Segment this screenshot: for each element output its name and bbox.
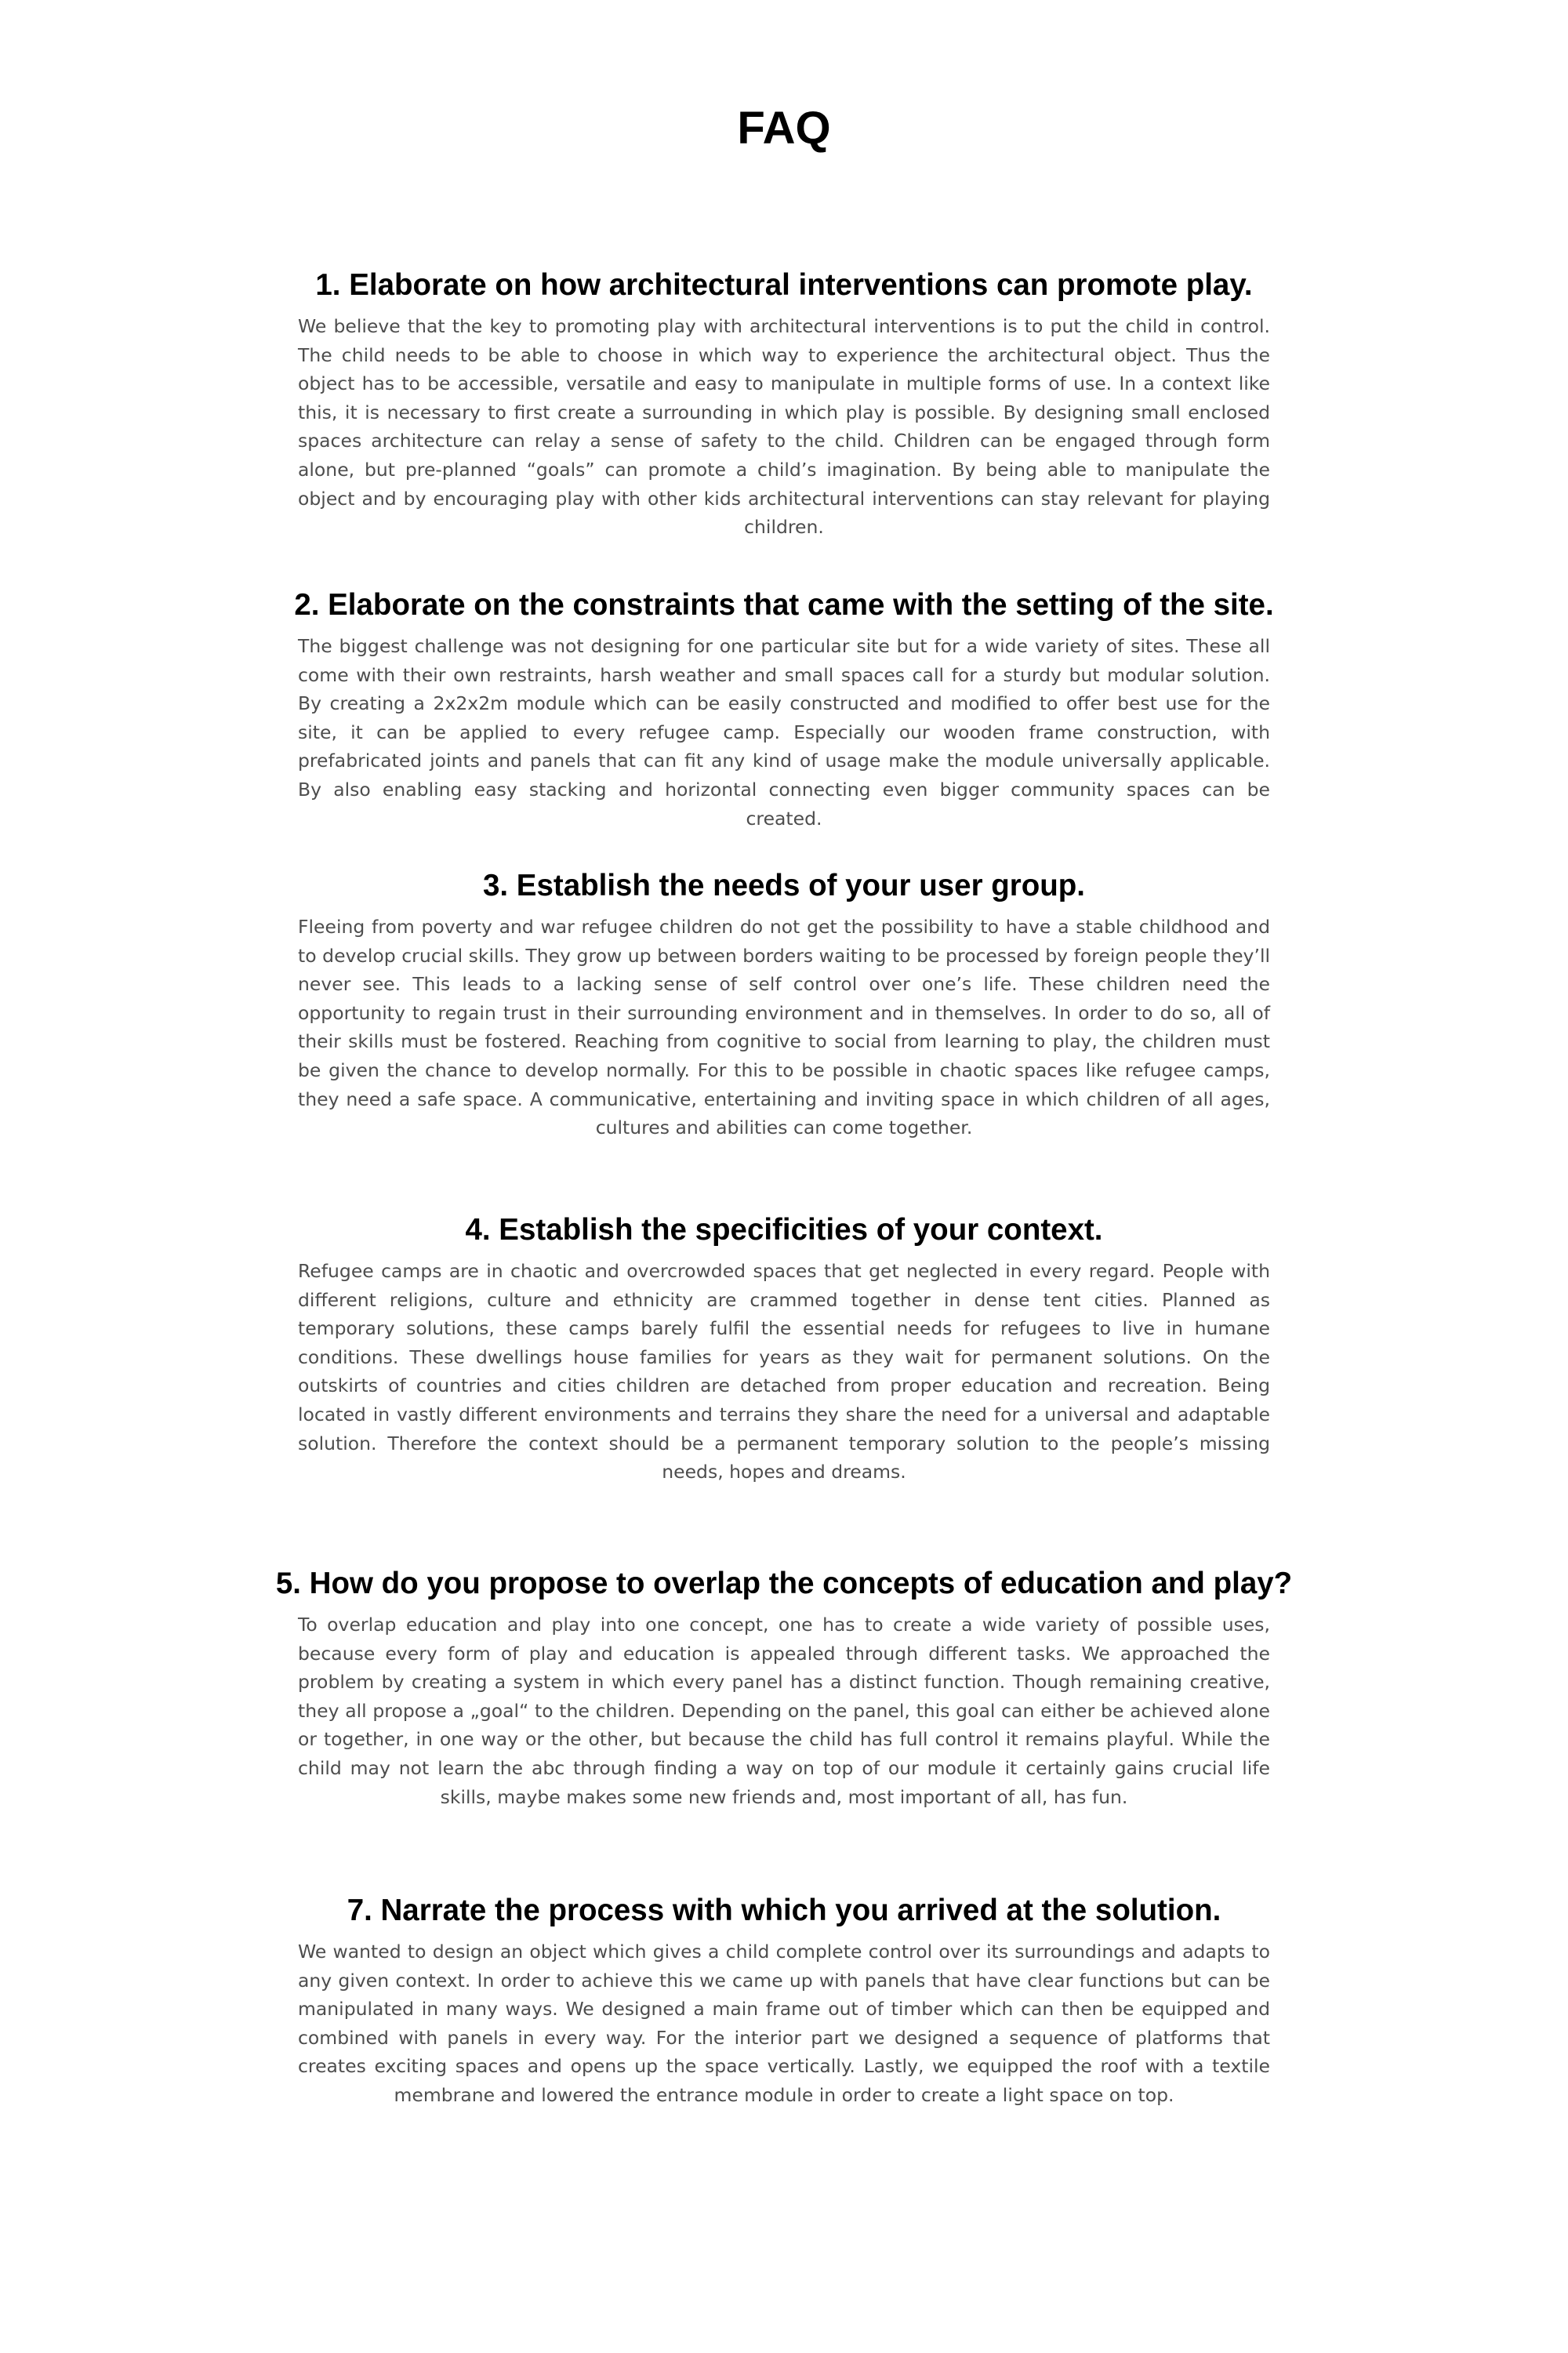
faq-section	[0, 267, 1568, 542]
faq-answer: The biggest challenge was not designing for one particular site but for a wide variety of sites. These all come with their own restraints, harsh weather and small spaces call for a sturdy but modular solution. By creating a 2x2x2m module which can be easily constructed and modified to offer best use for the site, it can be applied to every refugee camp. Especially our wooden frame construction, with prefabricated joints and panels that can fit any kind of usage make the module universally applicable. By also enabling easy stacking and horizontal connecting even bigger community spaces can be created.	[298, 635, 1270, 830]
faq-answer: We wanted to design an object which gives a child complete control over its surroundings and adapts to any given context. In order to achieve this we came up with panels that have clear functions but can be manipulated in many ways. We designed a main frame out of timber which can then be equipped and combined with panels in every way. For the interior part we designed a sequence of platforms that creates exciting spaces and opens up the space vertically. Lastly, we equipped the roof with a textile membrane and lowered the entrance module in order to create a light space on top.	[298, 1941, 1270, 2106]
faq-question: 3. Establish the needs of your user group.	[482, 869, 1085, 902]
faq-section	[0, 1892, 1568, 2110]
faq-answer: Fleeing from poverty and war refugee children do not get the possibility to have a stable childhood and to develop crucial skills. They grow up between borders waiting to be processed by foreign people they’ll never see. This leads to a lacking sense of self control over one’s life. These children need the opportunity to regain trust in their surrounding environment and in themselves. In order to do so, all of their skills must be fostered. Reaching from cognitive to social from learning to play, the children must be given the chance to develop normally. For this to be possible in chaotic spaces like refugee camps, they need a safe space. A communicative, entertaining and inviting space in which children of all ages, cultures and abilities can come together.	[298, 916, 1270, 1139]
faq-question: 5. How do you propose to overlap the concepts of education and play?	[275, 1567, 1293, 1600]
faq-answer: To overlap education and play into one concept, one has to create a wide variety of possible uses, because every form of play and education is appealed through different tasks. We approached the problem by creating a system in which every panel has a distinct function. Though remaining creative, they all propose a „goal“ to the children. Depending on the panel, this goal can either be achieved alone or together, in one way or the other, but because the child has full control it remains playful. While the child may not learn the abc through finding a way on top of our module it certainly gains crucial life skills, maybe makes some new friends and, most important of all, has fun.	[298, 1614, 1270, 1808]
faq-question: 1. Elaborate on how architectural interventions can promote play.	[315, 268, 1253, 302]
faq-section	[0, 1211, 1568, 1487]
faq-section	[0, 1565, 1568, 1811]
faq-question: 4. Establish the specificities of your context.	[465, 1213, 1103, 1247]
faq-question: 7. Narrate the process with which you arrived at the solution.	[347, 1894, 1221, 1927]
page-title: FAQ	[737, 103, 831, 154]
faq-section	[0, 867, 1568, 1142]
faq-answer: Refugee camps are in chaotic and overcrowded spaces that get neglected in every regard. People with different religions, culture and ethnicity are crammed together in dense tent cities. Planned as temporary solutions, these camps barely fulfil the essential needs for refugees to live in humane conditions. These dwellings house families for years as they wait for permanent solutions. On the outskirts of countries and cities children are detached from proper education and recreation. Being located in vastly different environments and terrains they share the need for a universal and adaptable solution. Therefore the context should be a permanent temporary solution to the people’s missing needs, hopes and dreams.	[298, 1260, 1270, 1483]
faq-section	[0, 586, 1568, 833]
faq-question: 2. Elaborate on the constraints that came with the setting of the site.	[294, 588, 1274, 622]
faq-answer: We believe that the key to promoting play with architectural interventions is to put the child in control. The child needs to be able to choose in which way to experience the architectural object. Thus the object has to be accessible, versatile and easy to manipulate in multiple forms of use. In a context like this, it is necessary to first create a surrounding in which play is possible. By designing small enclosed spaces architecture can relay a sense of safety to the child. Children can be engaged through form alone, but pre-planned “goals” can promote a child’s imagination. By being able to manipulate the object and by encouraging play with other kids architectural interventions can stay relevant for playing children.	[298, 315, 1270, 539]
